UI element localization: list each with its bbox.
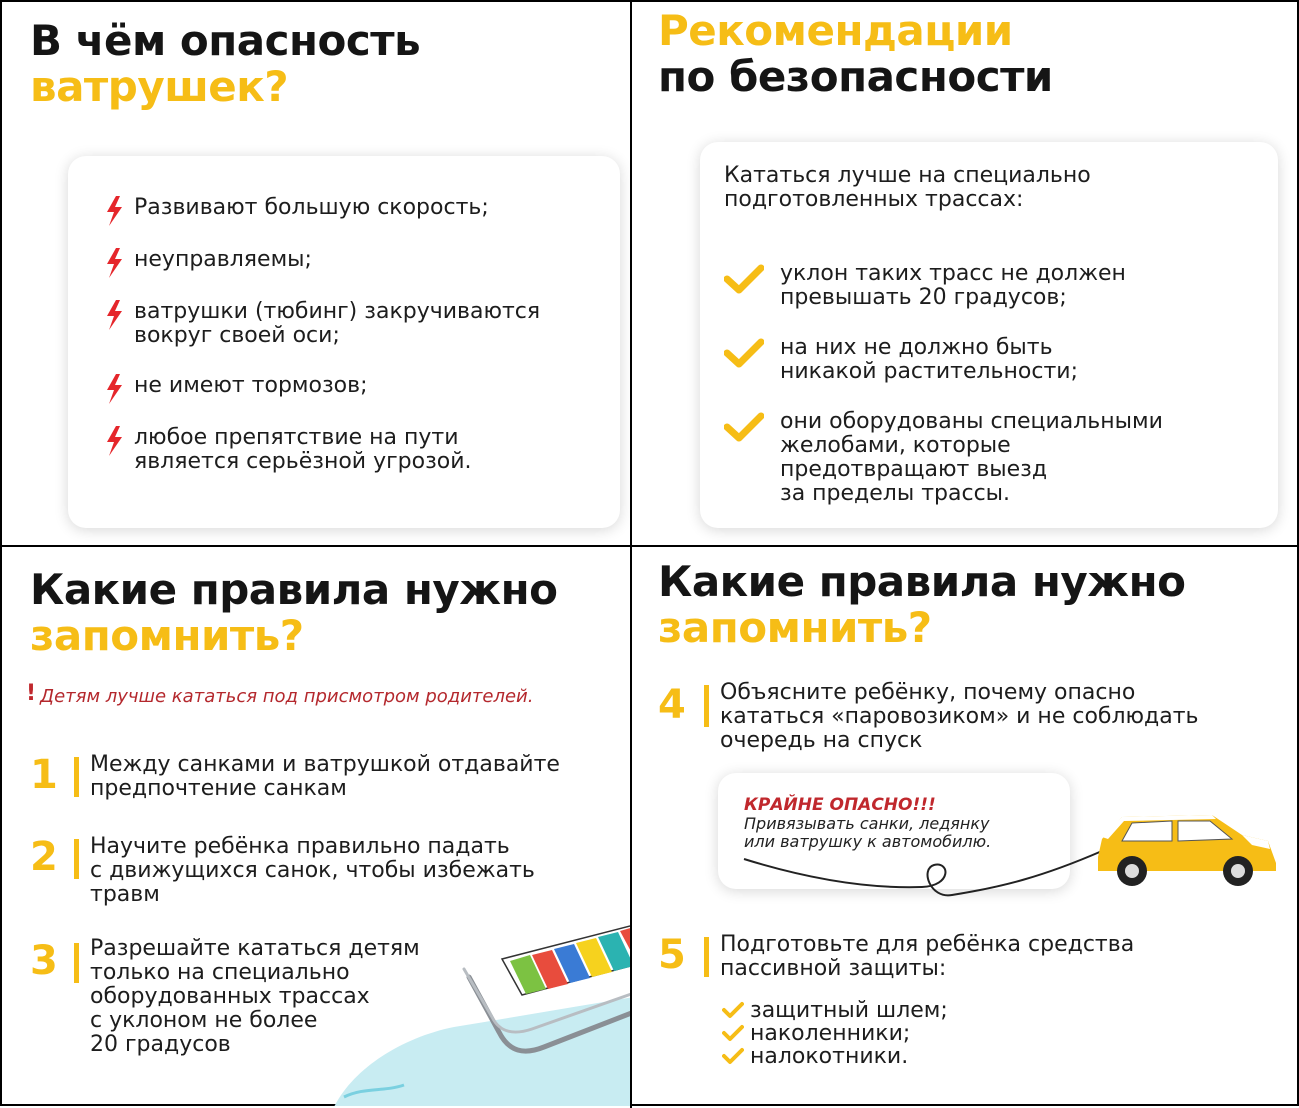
panel-recommendations: [632, 4, 1299, 545]
panel-dangers-title: В чём опасность ватрушек?: [30, 16, 421, 111]
rule-number-4: 4: [658, 682, 686, 728]
checkmark-icon: [722, 1024, 744, 1042]
danger-card: КРАЙНЕ ОПАСНО!!! Привязывать санки, ледянку или ватрушку к автомобилю.: [718, 773, 1070, 889]
panel-rules-1: [4, 547, 630, 1106]
list-item: наколенники;: [750, 1021, 911, 1046]
rule-bar: [704, 937, 709, 977]
checkmark-icon: [722, 1047, 744, 1065]
rule-1-text: Между санками и ватрушкой отдавайте предпочтение санкам: [90, 752, 560, 801]
rule-number-2: 2: [30, 834, 58, 880]
rule-bar: [74, 839, 79, 879]
lightning-icon: [104, 196, 124, 226]
rule-bar: [704, 685, 709, 727]
rule-4-text: Объясните ребёнку, почему опасно кататься «паровозиком» и не соблюдать очередь на спуск: [720, 680, 1199, 753]
recommendations-card: Кататься лучше на специально подготовленных трассах: уклон таких трасс не должен превышать 20 градусов; на них не должно быть никакой растительности; они оборудованы специальными желобами, которые предотвращают выезд за пределы трассы.: [700, 142, 1278, 528]
panel-dangers: [4, 4, 630, 545]
panel-rules-2: [632, 547, 1299, 1106]
rule-number-5: 5: [658, 932, 686, 978]
panel-recommendations-title: Рекомендации по безопасности: [658, 6, 1053, 101]
rule-bar: [74, 757, 79, 797]
car-illustration: [1092, 809, 1282, 891]
list-item: налокотники.: [750, 1044, 909, 1069]
lightning-icon: [104, 374, 124, 404]
supervision-warning: Детям лучше кататься под присмотром родителей.: [40, 686, 534, 707]
checkmark-icon: [724, 264, 764, 294]
warning-icon: !: [26, 681, 37, 706]
rule-3-text: Разрешайте кататься детям только на специально оборудованных трассах с уклоном не более 20 градусов: [90, 936, 420, 1057]
lightning-icon: [104, 300, 124, 330]
list-item: защитный шлем;: [750, 998, 948, 1023]
rule-bar: [74, 943, 79, 983]
recommendations-intro: Кататься лучше на специально подготовленных трассах:: [724, 163, 1091, 212]
lightning-icon: [104, 426, 124, 456]
checkmark-icon: [724, 412, 764, 442]
checkmark-icon: [724, 338, 764, 368]
rule-5-text: Подготовьте для ребёнка средства пассивной защиты:: [720, 932, 1135, 981]
rule-2-text: Научите ребёнка правильно падать с движущихся санок, чтобы избежать травм: [90, 834, 535, 907]
panel-rules-title: Какие правила нужно запомнить?: [30, 565, 558, 660]
dangers-card: Развивают большую скорость; неуправляемы; ватрушки (тюбинг) закручиваются вокруг своей оси; не имеют тормозов; любое препятствие на пути является серьёзной угрозой.: [68, 156, 620, 528]
danger-title: КРАЙНЕ ОПАСНО!!!: [744, 795, 936, 815]
rule-number-3: 3: [30, 938, 58, 984]
rule-number-1: 1: [30, 752, 58, 798]
checkmark-icon: [722, 1001, 744, 1019]
lightning-icon: [104, 248, 124, 278]
panel-rules-title: Какие правила нужно запомнить?: [658, 557, 1186, 652]
